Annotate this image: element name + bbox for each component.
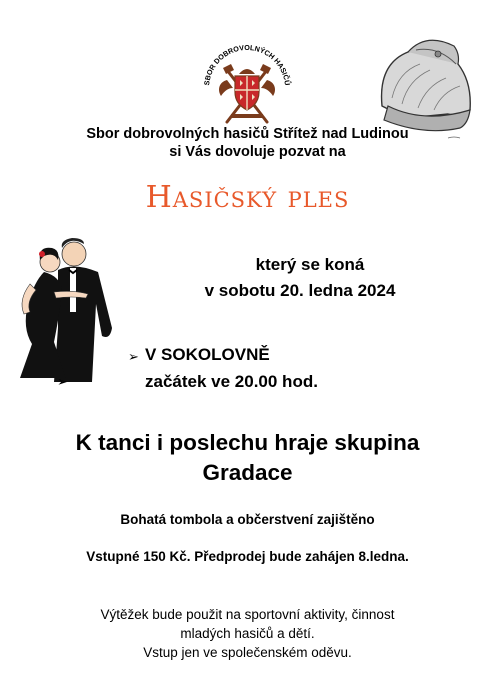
emblem-arc-text: SBOR DOBROVOLNÝCH HASIČŮ [202,42,292,86]
band-name: Gradace [202,460,293,485]
event-title: Hasičský ples [145,180,350,215]
start-time-line: začátek ve 20.00 hod. [145,372,318,391]
proceeds-line-continued: mladých hasičů a dětí. [180,626,315,641]
date-line: v sobotu 20. ledna 2024 [204,281,396,300]
music-line: K tanci i poslechu hraje skupina [75,430,420,455]
admission-line: Vstupné 150 Kč. Předprodej bude zahájen 8.ledna. [86,549,409,564]
raffle-line: Bohatá tombola a občerstvení zajištěno [120,512,375,527]
dress-code-line: Vstup jen ve společenském oděvu. [143,645,352,660]
organizer-line: Sbor dobrovolných hasičů Střítež nad Ludinou [86,126,409,142]
held-line: který se koná [255,255,365,274]
arrow-bullet-icon: ➢ [57,374,68,389]
proceeds-line: Výtěžek bude použit na sportovní aktivity, činnost [100,607,395,622]
invitation-line: si Vás dovoluje pozvat na [169,144,346,160]
fire-brigade-emblem-icon [197,30,297,130]
venue-line: V SOKOLOVNĚ [145,345,270,364]
arrow-bullet-icon: ➢ [128,349,139,364]
dancing-couple-icon [14,232,124,382]
